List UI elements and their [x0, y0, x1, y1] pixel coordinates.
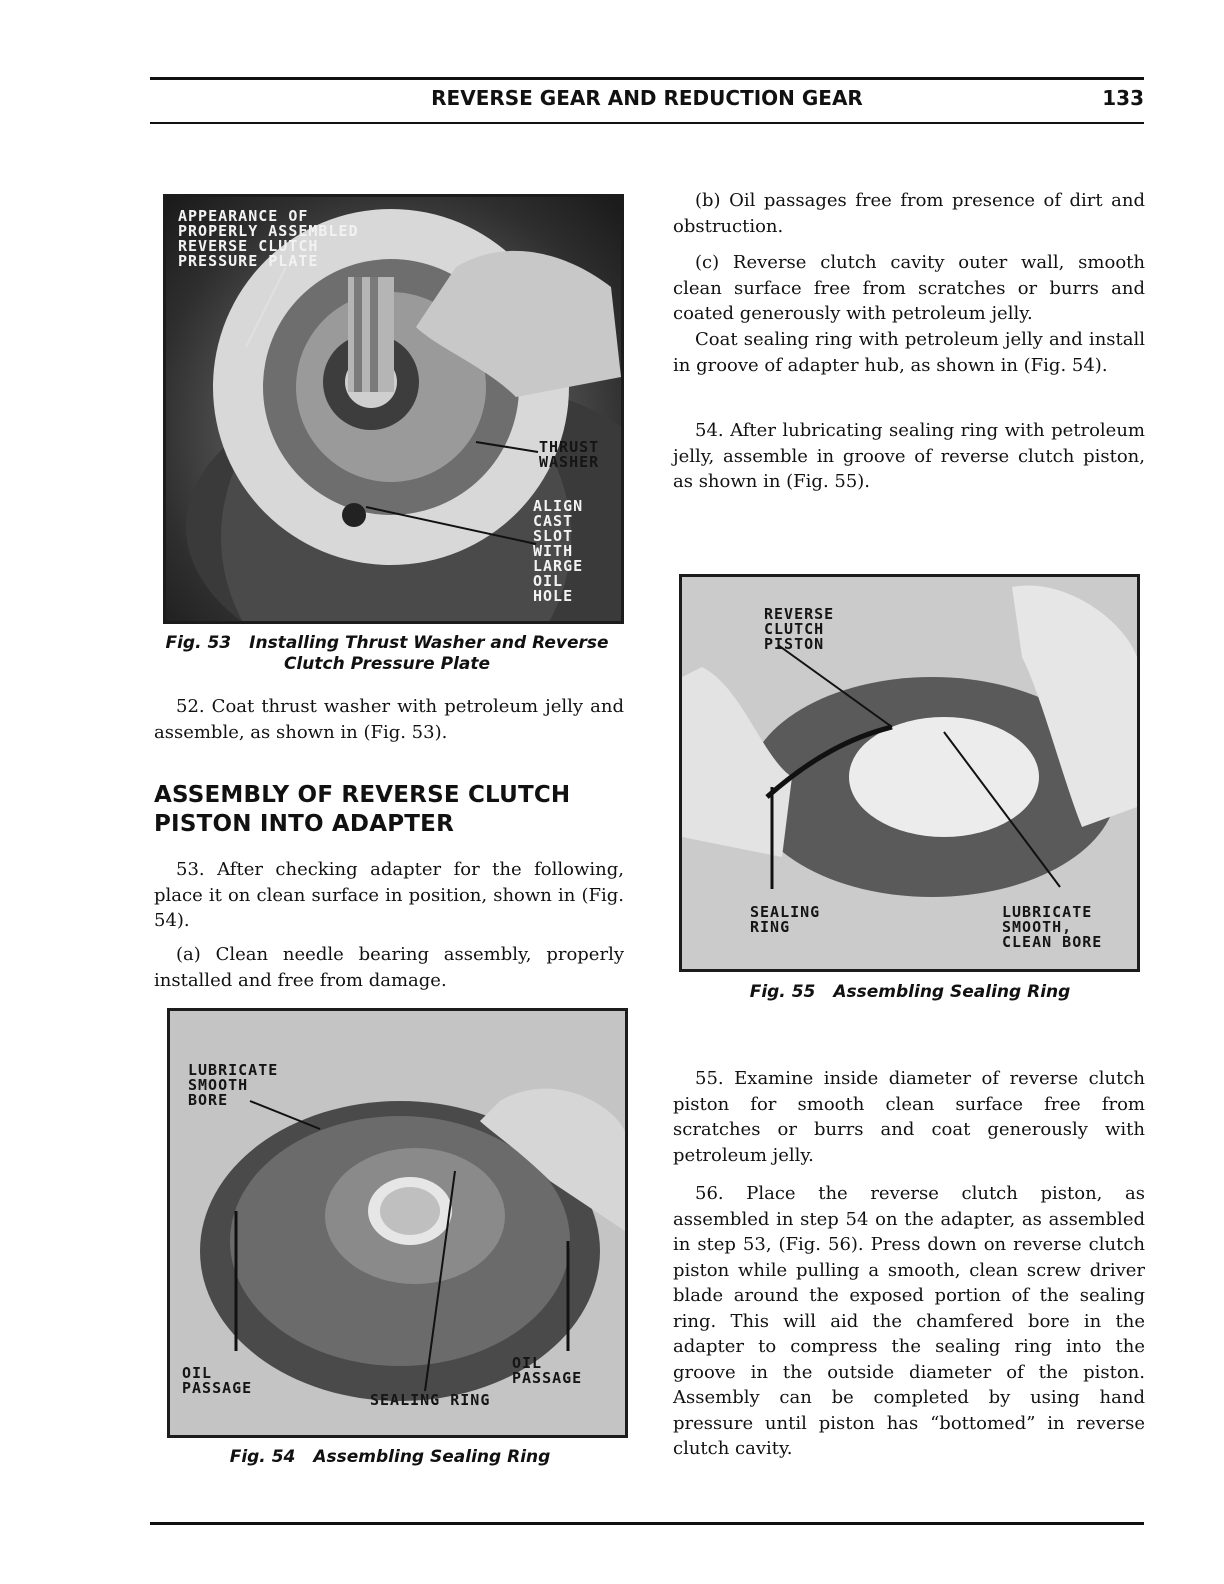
paragraph-53a: (a) Clean needle bearing assembly, properly installed and free from damage. [154, 944, 624, 991]
header-top-rule [150, 77, 1144, 80]
section-heading: ASSEMBLY OF REVERSE CLUTCH PISTON INTO ADAPTER [154, 782, 571, 837]
paragraph-55: 55. Examine inside diameter of reverse clutch piston for smooth clean surface free from scratches or burrs and coat generously with petroleum jelly. [673, 1068, 1145, 1166]
fig53-caption-text: Installing Thrust Washer and Reverse Clutch Pressure Plate [249, 633, 609, 674]
figure-54-photo [167, 1008, 628, 1438]
paragraph-53b: (b) Oil passages free from presence of dirt and obstruction. [673, 190, 1145, 237]
paragraph-56: 56. Place the reverse clutch piston, as assembled in step 54 on the adapter, as assembled in step 53, (Fig. 56). Press down on reverse clutch piston while pulling a smooth, clean screw driver blade around the exposed portion of the sealing ring. This will aid the chamfered bore in the adapter to compress the sealing ring into the groove in the outside diameter of the piston. Assembly can be completed by using hand pressure until piston has “bottomed” in reverse clutch cavity. [673, 1183, 1145, 1459]
header-bottom-rule [150, 122, 1144, 124]
page-number: 133 [1102, 86, 1144, 110]
fig55-callout-lubricate: LUBRICATE SMOOTH, CLEAN BORE [1002, 903, 1103, 951]
fig55-caption-id: Fig. 55 [749, 982, 816, 1002]
fig53-caption-id: Fig. 53 [165, 633, 232, 653]
fig55-caption [700, 982, 1120, 1003]
fig55-callout-piston: REVERSE CLUTCH PISTON [764, 605, 835, 653]
page-title: REVERSE GEAR AND REDUCTION GEAR [431, 86, 863, 110]
fig55-caption-text: Assembling Sealing Ring [833, 982, 1071, 1002]
paragraph-53c: (c) Reverse clutch cavity outer wall, smooth clean surface free from scratches or burrs and coated generously with petroleum jelly. [673, 252, 1145, 324]
paragraph-54: 54. After lubricating sealing ring with petroleum jelly, assemble in groove of reverse clutch piston, as shown in (Fig. 55). [673, 420, 1145, 492]
fig53-callout-appearance: APPEARANCE OF PROPERLY ASSEMBLED REVERSE CLUTCH PRESSURE PLATE [178, 207, 359, 270]
footer-rule [150, 1522, 1144, 1525]
fig54-caption [180, 1447, 600, 1468]
paragraph-52: 52. Coat thrust washer with petroleum jelly and assemble, as shown in (Fig. 53). [154, 696, 624, 743]
figure-53-photo [163, 194, 624, 624]
fig54-callout-sealing-ring: SEALING RING [370, 1391, 491, 1409]
fig54-callout-oil-passage-right: OIL PASSAGE [512, 1354, 583, 1387]
figure-55-photo [679, 574, 1140, 972]
fig54-callout-oil-passage-left: OIL PASSAGE [182, 1364, 253, 1397]
fig53-caption [150, 633, 624, 675]
running-head [150, 84, 1144, 114]
fig54-callout-lubricate: LUBRICATE SMOOTH BORE [188, 1061, 279, 1109]
fig54-caption-id: Fig. 54 [229, 1447, 296, 1467]
fig54-caption-text: Assembling Sealing Ring [313, 1447, 551, 1467]
paragraph-53c-continued: Coat sealing ring with petroleum jelly and install in groove of adapter hub, as shown in (Fig. 54). [673, 329, 1145, 376]
fig55-callout-sealing-ring: SEALING RING [750, 903, 821, 936]
paragraph-53: 53. After checking adapter for the following, place it on clean surface in position, shown in (Fig. 54). [154, 859, 624, 931]
fig53-callout-thrust-washer: THRUST WASHER [539, 438, 600, 471]
fig53-callout-align: ALIGN CAST SLOT WITH LARGE OIL HOLE [533, 497, 584, 605]
